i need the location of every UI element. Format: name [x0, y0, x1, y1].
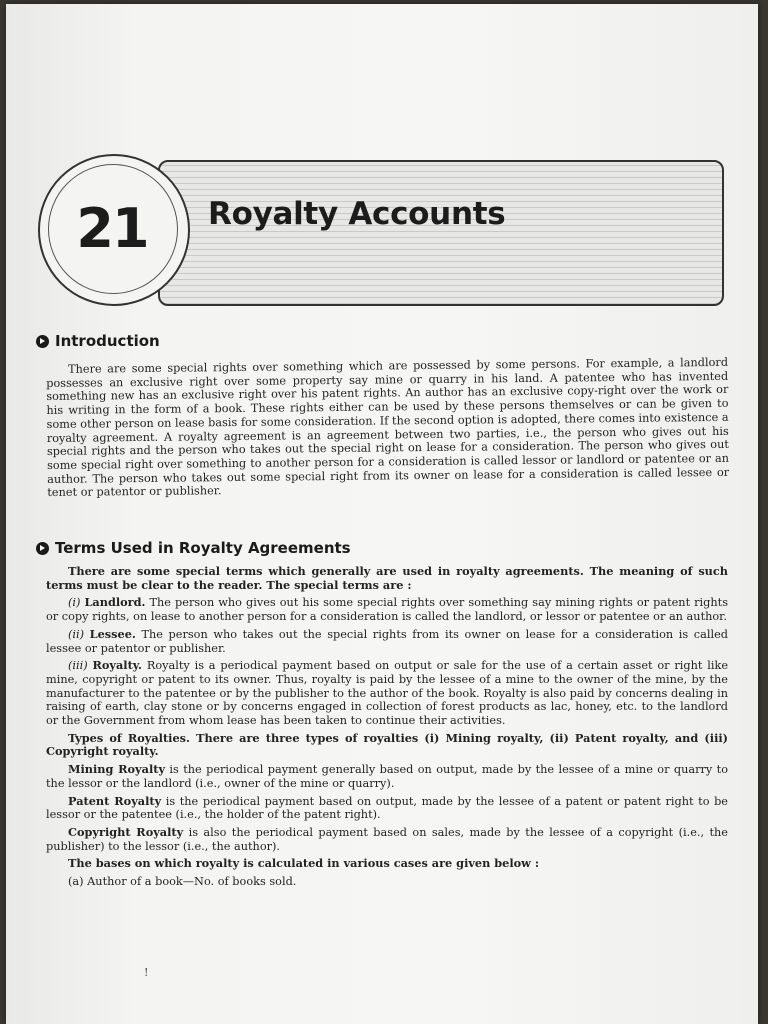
term-number: (iii) — [68, 659, 88, 673]
introduction-heading — [36, 332, 160, 350]
term-text: The person who takes out the special rights from its owner on lease for a consideration is called lessee or patentor or publisher. — [46, 627, 728, 655]
royalty-term: Mining Royalty — [68, 762, 166, 777]
mining-royalty-paragraph — [46, 763, 728, 790]
term-text: The person who gives out his some special rights over something say mining rights or patent rights or copy rights, on lease to another person for a consideration is called the landlord, or lessor or patentee or an author. — [46, 596, 728, 624]
introduction-body — [46, 356, 729, 504]
term-label: Landlord. — [84, 595, 146, 610]
term-text: Royalty is a periodical payment based on output or sale for the use of a certain asset or right like mine, copyright or patent to its owner. Thus, royalty is paid by the lessee of a mine to the owner of the mine, by the manufacturer to the patentee or by the publisher to the author of the book. Royalty is also paid by concerns dealing in raising of earth, clay stone or by concerns engaged in collection of forest products as lac, honey, etc. to the landlord or the Government from whom lease has been taken to continue their activities. — [46, 659, 729, 728]
book-page — [6, 4, 758, 1024]
terms-heading — [36, 539, 351, 557]
stray-mark: ! — [144, 966, 149, 979]
terms-lead-paragraph: There are some special terms which generally are used in royalty agreements. The meaning of such terms must be clear to the reader. The special terms are : — [46, 564, 728, 592]
royalty-text: is the periodical payment generally based on output, made by the lessee of a mine or quarry to the lessor or the landlord (i.e., owner of the mine or quarry). — [46, 763, 729, 790]
royalty-text: is also the periodical payment based on sales, made by the lessee of a copyright (i.e., the publisher) to the lessor (i.e., the author). — [46, 825, 728, 853]
term-label: Royalty. — [92, 658, 142, 673]
term-number: (ii) — [68, 627, 85, 641]
term-number: (i) — [68, 596, 81, 610]
chapter-number: 21 — [76, 196, 148, 260]
bases-heading-paragraph: The bases on which royalty is calculated in various cases are given below : — [68, 856, 539, 871]
royalty-term: Patent Royalty — [68, 793, 162, 808]
copyright-royalty-paragraph — [46, 826, 728, 853]
chapter-title: Royalty Accounts — [208, 196, 506, 232]
term-item-royalty — [46, 659, 728, 728]
terms-body — [46, 565, 728, 893]
introduction-heading-text: Introduction — [55, 332, 160, 350]
types-of-royalties-paragraph: Types of Royalties. There are three types of royalties (i) Mining royalty, (ii) Patent royalty, and (iii) Copyright royalty. — [46, 730, 728, 759]
term-item-landlord — [46, 596, 728, 623]
term-item-lessee — [46, 628, 728, 655]
play-bullet-icon — [36, 335, 49, 348]
royalty-term: Copyright Royalty — [68, 824, 184, 839]
royalty-text: is the periodical payment based on output, made by the lessee of a patent or patent right to be lessor or the patentee (i.e., the holder of the patent right). — [46, 794, 728, 822]
terms-heading-text: Terms Used in Royalty Agreements — [55, 539, 351, 557]
play-bullet-icon — [36, 542, 49, 555]
patent-royalty-paragraph — [46, 795, 728, 822]
introduction-paragraph: There are some special rights over something which are possessed by some persons. For example, a landlord possesses an exclusive right over some property say mine or quarry in his land. A patentee who has invented something new has an exclusive right over his patent rights. An author has an exclusive copy-right over the work or his writing in the form of a book. These rights either can be used by these persons themselves or can be given to some other person on lease basis for some consideration. If the second option is adopted, there comes into existence a royalty agreement. A royalty agreement is an agreement between two parties, i.e., the person who gives out his special rights and the person who takes out the special right on lease for a consideration. The person who gives out some special right over something to another person for a consideration is called lessor or landlord or patentee or an author. The person who takes out some special right from its owner on lease for a consideration is called lessee or tenet or patentor or publisher. — [46, 355, 730, 500]
chapter-title-band — [158, 160, 724, 306]
term-label: Lessee. — [89, 626, 136, 641]
basis-item: (a) Author of a book—No. of books sold. — [68, 875, 297, 889]
